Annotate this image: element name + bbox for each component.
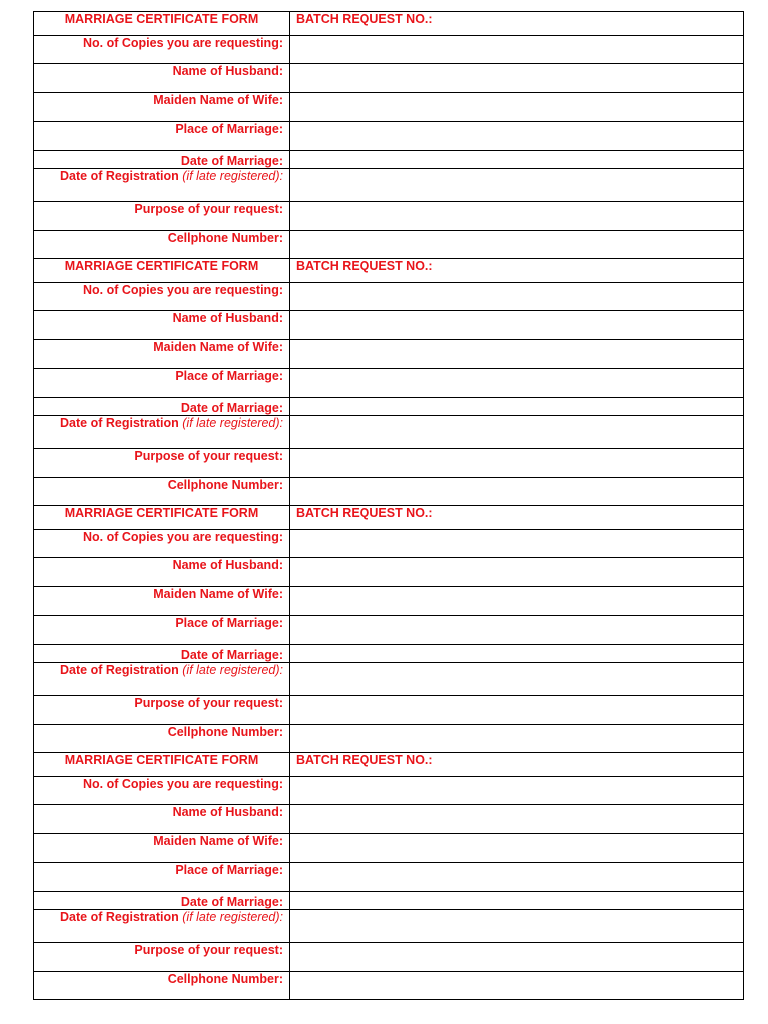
copies-field[interactable] [290,530,744,558]
cellphone-field[interactable] [290,478,744,506]
registration-label [34,910,290,943]
field-row-place [34,616,744,645]
field-row-registration [34,663,744,696]
registration-label [34,663,290,696]
purpose-field[interactable] [290,943,744,972]
batch-request-label: BATCH REQUEST NO.: [290,12,744,36]
husband-field[interactable] [290,64,744,93]
field-row-registration [34,416,744,449]
place-field[interactable] [290,863,744,892]
cellphone-field[interactable] [290,231,744,259]
purpose-label: Purpose of your request: [34,943,290,972]
registration-field[interactable] [290,663,744,696]
copies-label: No. of Copies you are requesting: [34,36,290,64]
batch-request-label: BATCH REQUEST NO.: [290,506,744,530]
wife-field[interactable] [290,834,744,863]
field-row-place [34,122,744,151]
wife-label: Maiden Name of Wife: [34,587,290,616]
registration-field[interactable] [290,169,744,202]
husband-field[interactable] [290,311,744,340]
purpose-label: Purpose of your request: [34,696,290,725]
cellphone-field[interactable] [290,725,744,753]
husband-label: Name of Husband: [34,64,290,93]
field-row-registration [34,169,744,202]
date-marriage-field[interactable] [290,151,744,169]
form-sheet [33,11,731,1000]
form-title: MARRIAGE CERTIFICATE FORM [34,506,290,530]
date-marriage-label: Date of Marriage: [34,151,290,169]
field-row-registration [34,910,744,943]
registration-field[interactable] [290,910,744,943]
form-title: MARRIAGE CERTIFICATE FORM [34,753,290,777]
registration-label-note: (if late registered): [182,416,283,430]
field-row-cellphone [34,972,744,1000]
registration-label-note: (if late registered): [182,169,283,183]
place-label: Place of Marriage: [34,616,290,645]
registration-label-note: (if late registered): [182,663,283,677]
form-title: MARRIAGE CERTIFICATE FORM [34,259,290,283]
purpose-label: Purpose of your request: [34,449,290,478]
wife-label: Maiden Name of Wife: [34,93,290,122]
field-row-purpose [34,943,744,972]
registration-label-main: Date of Registration [60,416,179,430]
wife-field[interactable] [290,340,744,369]
field-row-date-marriage [34,645,744,663]
husband-field[interactable] [290,805,744,834]
place-label: Place of Marriage: [34,863,290,892]
field-row-wife [34,93,744,122]
husband-label: Name of Husband: [34,311,290,340]
date-marriage-label: Date of Marriage: [34,645,290,663]
field-row-wife [34,834,744,863]
batch-request-label: BATCH REQUEST NO.: [290,259,744,283]
field-row-husband [34,805,744,834]
cellphone-label: Cellphone Number: [34,725,290,753]
form-header-row [34,753,744,777]
purpose-field[interactable] [290,696,744,725]
date-marriage-label: Date of Marriage: [34,398,290,416]
cellphone-label: Cellphone Number: [34,231,290,259]
field-row-copies [34,777,744,805]
cellphone-field[interactable] [290,972,744,1000]
field-row-date-marriage [34,398,744,416]
field-row-place [34,369,744,398]
wife-label: Maiden Name of Wife: [34,340,290,369]
date-marriage-field[interactable] [290,645,744,663]
date-marriage-field[interactable] [290,398,744,416]
field-row-wife [34,340,744,369]
field-row-copies [34,36,744,64]
place-label: Place of Marriage: [34,369,290,398]
copies-field[interactable] [290,283,744,311]
registration-field[interactable] [290,416,744,449]
field-row-cellphone [34,478,744,506]
place-field[interactable] [290,122,744,151]
form-header-row [34,12,744,36]
date-marriage-label: Date of Marriage: [34,892,290,910]
field-row-husband [34,311,744,340]
copies-field[interactable] [290,36,744,64]
place-field[interactable] [290,616,744,645]
field-row-copies [34,530,744,558]
form-title: MARRIAGE CERTIFICATE FORM [34,12,290,36]
copies-label: No. of Copies you are requesting: [34,283,290,311]
cellphone-label: Cellphone Number: [34,972,290,1000]
field-row-date-marriage [34,892,744,910]
field-row-cellphone [34,231,744,259]
form-header-row [34,506,744,530]
wife-field[interactable] [290,93,744,122]
husband-label: Name of Husband: [34,805,290,834]
purpose-field[interactable] [290,202,744,231]
wife-label: Maiden Name of Wife: [34,834,290,863]
place-field[interactable] [290,369,744,398]
copies-label: No. of Copies you are requesting: [34,530,290,558]
registration-label-main: Date of Registration [60,169,179,183]
purpose-label: Purpose of your request: [34,202,290,231]
registration-label-main: Date of Registration [60,663,179,677]
registration-label-note: (if late registered): [182,910,283,924]
field-row-purpose [34,202,744,231]
field-row-place [34,863,744,892]
marriage-form-block-1 [33,11,744,1000]
copies-label: No. of Copies you are requesting: [34,777,290,805]
field-row-cellphone [34,725,744,753]
field-row-husband [34,64,744,93]
field-row-copies [34,283,744,311]
husband-label: Name of Husband: [34,558,290,587]
batch-request-label: BATCH REQUEST NO.: [290,753,744,777]
registration-label-main: Date of Registration [60,910,179,924]
purpose-field[interactable] [290,449,744,478]
place-label: Place of Marriage: [34,122,290,151]
form-header-row [34,259,744,283]
field-row-date-marriage [34,151,744,169]
date-marriage-field[interactable] [290,892,744,910]
registration-label [34,169,290,202]
cellphone-label: Cellphone Number: [34,478,290,506]
field-row-husband [34,558,744,587]
field-row-wife [34,587,744,616]
field-row-purpose [34,696,744,725]
husband-field[interactable] [290,558,744,587]
copies-field[interactable] [290,777,744,805]
field-row-purpose [34,449,744,478]
registration-label [34,416,290,449]
wife-field[interactable] [290,587,744,616]
